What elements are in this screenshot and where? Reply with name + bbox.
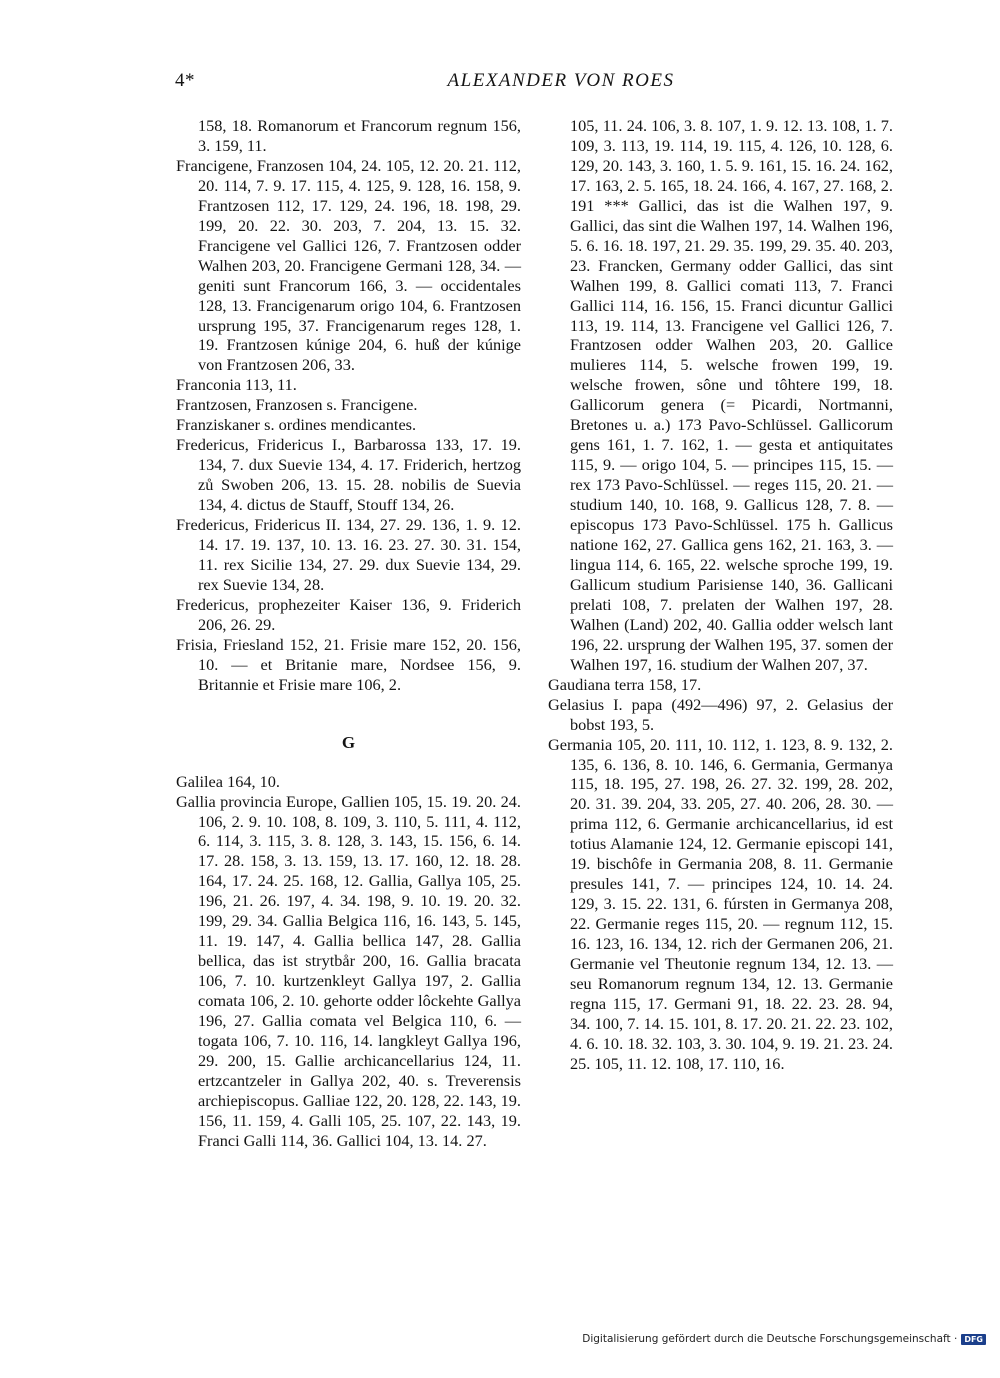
index-entry: Franziskaner s. ordines mendicantes. [176,415,417,435]
digitization-footer [582,1333,986,1345]
index-entry: Fredericus, Fridericus I., Barbarossa 133, 17. 19. 134, 7. dux Suevie 134, 4. 17. Friderich, hertzog zů Swoben 206, 13. 15. 28. nobilis de Suevia 134, 4. dictus de Stauff, Stouff 134, 26. [176,435,521,515]
right-column [548,116,893,1074]
index-entry: 158, 18. Romanorum et Francorum regnum 156, 3. 159, 11. [198,116,521,155]
index-entry: Fredericus, Fridericus II. 134, 27. 29. 136, 1. 9. 12. 14. 17. 19. 137, 10. 13. 16. 23. 27. 30. 31. 154, 11. rex Sicilie 134, 27. 29. dux Suevie 134, 29. rex Suevie 134, 28. [176,515,521,594]
index-entry: Gallia provincia Europe, Gallien 105, 15. 19. 20. 24. 106, 2. 9. 10. 108, 8. 109, 3. 110, 5. 111, 4. 112, 6. 114, 3. 115, 3. 8. 128, 3. 143, 15. 156, 6. 14. 17. 28. 158, 3. 13. 159, 13. 17. 160, 12. 18. 28. 164, 17. 24. 25. 168, 12. Gallia, Gallya 105, 25. 196, 21. 26. 197, 4. 34. 198, 9. 10. 19. 20. 32. 199, 29. 34. Gallia Belgica 116, 16. 143, 5. 145, 11. 19. 147, 4. Gallia bellica 147, 28. Gallia bellica, das ist strytbår 200, 16. Gallia bracata 106, 7. 10. kurtzenkleyt Gallya 197, 2. Gallia comata 106, 2. 10. gehorte odder lôckehte Gallya 196, 27. Gallia comata vel Belgica 110, 6. — togata 106, 7. 10. 116, 14. langkleyt Gallya 196, 29. 200, 15. Gallie archicancellarius 124, 11. ertzcantzeler in Gallya 202, 40. s. Treverensis archiepiscopus. Galliae 122, 20. 128, 22. 143, 19. 156, 11. 159, 4. Galli 105, 25. 107, 22. 143, 19. Franci Galli 114, 36. Gallici 104, 13. 14. 27. [176,791,521,1150]
index-entry: Germania 105, 20. 111, 10. 112, 1. 123, 8. 9. 132, 2. 135, 6. 136, 8. 10. 146, 6. Germania, Germanya 115, 18. 195, 27. 198, 26. 27. 32. 199, 28. 202, 20. 31. 39. 204, 33. 205, 27. 40. 206, 28. 30. — prima 112, 6. Germanie archicancellarius, id est totius Alamanie 124, 12. Germanie episcopi 141, 19. bischôfe in Germania 208, 8. 11. Germanie presules 141, 7. — principes 124, 10. 14. 24. 129, 3. 15. 22. 131, 6. fúrsten in Germanya 208, 22. Germanie reges 115, 20. — regnum 112, 15. 16. 123, 16. 134, 12. rich der Germanen 206, 21. Germanie vel Theutonie regnum 134, 12. 13. — seu Romanorum regnum 134, 12. 13. Germanie regna 115, 17. Germani 91, 18. 22. 23. 28. 94, 34. 100, 7. 14. 15. 101, 8. 17. 20. 21. 22. 23. 102, 4. 6. 10. 18. 32. 103, 3. 30. 104, 9. 19. 21. 23. 24. 25. 105, 11. 12. 108, 17. 110, 16. [548,734,893,1073]
index-entry: 105, 11. 24. 106, 3. 8. 107, 1. 9. 12. 13. 108, 1. 7. 109, 3. 113, 19. 114, 19. 115, 4. 126, 10. 128, 6. 129, 20. 143, 3. 160, 1. 5. 9. 161, 15. 16. 24. 162, 17. 163, 2. 5. 165, 18. 24. 166, 4. 167, 27. 168, 2. 191 *** Gallici, das ist die Walhen 197, 9. Gallici, das sint die Walhen 197, 14. Walhen 196, 5. 6. 16. 18. 197, 21. 29. 35. 199, 29. 35. 40. 203, 23. Francken, Germany odder Gallici, das sint Walhen 199, 8. Gallici comati 113, 7. Franci Gallici 114, 16. 156, 15. Franci dicuntur Gallici 113, 19. 114, 13. Francigene vel Gallici 126, 7. Frantzosen odder Walhen 203, 20. Gallice mulieres 114, 5. welsche frowen 199, 19. welsche frowen, sône und tôhtere 199, 18. Gallicorum genera (= Picardi, Nortmanni, Bretones u. a.) 173 Pavo-Schlüssel. Gallicorum gens 161, 1. 7. 162, 1. — gesta et antiquitates 115, 9. — origo 104, 5. — principes 115, 15. — rex 173 Pavo-Schlüssel. — reges 115, 20. 21. — studium 140, 10. 168, 9. Gallicus 128, 7. 8. — episcopus 173 Pavo-Schlüssel. 175 h. Gallicus natione 162, 27. Gallica gens 162, 21. 163, 3. — lingua 114, 6. 165, 22. welsche sproche 199, 19. Gallicum studium Parisiense 140, 36. Gallicani prelati 108, 7. prelaten der Walhen 197, 28. Walhen (Land) 202, 40. Gallia odder welsch lant 196, 22. ursprung der Walhen 195, 37. somen der Walhen 197, 16. studium der Walhen 207, 37. [570,116,893,674]
index-entry: Frantzosen, Franzosen s. Francigene. [176,395,418,415]
index-entry: Gelasius I. papa (492—496) 97, 2. Gelasius der bobst 193, 5. [548,694,893,734]
index-entry: Gaudiana terra 158, 17. [548,674,702,694]
index-entry: Franconia 113, 11. [176,375,297,395]
index-entry: Francigene, Franzosen 104, 24. 105, 12. 20. 21. 112, 20. 114, 7. 9. 17. 115, 4. 125, 9. 128, 16. 158, 9. Frantzosen 112, 17. 129, 24. 196, 18. 198, 29. 199, 20. 22. 30. 203, 7. 204, 13. 15. 32. Francigene vel Gallici 126, 7. Frantzosen odder Walhen 203, 20. Francigene Germani 128, 34. — geniti sunt Francorum 166, 3. — occidentales 128, 13. Francigenarum origo 104, 6. Frantzosen ursprung 195, 37. Francigenarum reges 128, 1. 19. Frantzosen kúnige 204, 6. huß der kúnige von Frantzosen 206, 33. [176,155,521,375]
footer-credit: Digitalisierung gefördert durch die Deutsche Forschungsgemeinschaft · [582,1333,958,1345]
dfg-logo: DFG [961,1334,986,1345]
page-header [175,70,887,104]
left-column [176,116,521,1151]
running-title: ALEXANDER VON ROES [447,70,675,91]
index-entry: Frisia, Friesland 152, 21. Frisie mare 152, 20. 156, 10. — et Britanie mare, Nordsee 156, 9. Britannie et Frisie mare 106, 2. [176,634,521,694]
index-entry: Fredericus, prophezeiter Kaiser 136, 9. Friderich 206, 26. 29. [176,594,521,634]
section-letter-heading: G [341,732,356,752]
index-entry: Galilea 164, 10. [176,771,280,791]
page-number: 4* [175,70,195,91]
